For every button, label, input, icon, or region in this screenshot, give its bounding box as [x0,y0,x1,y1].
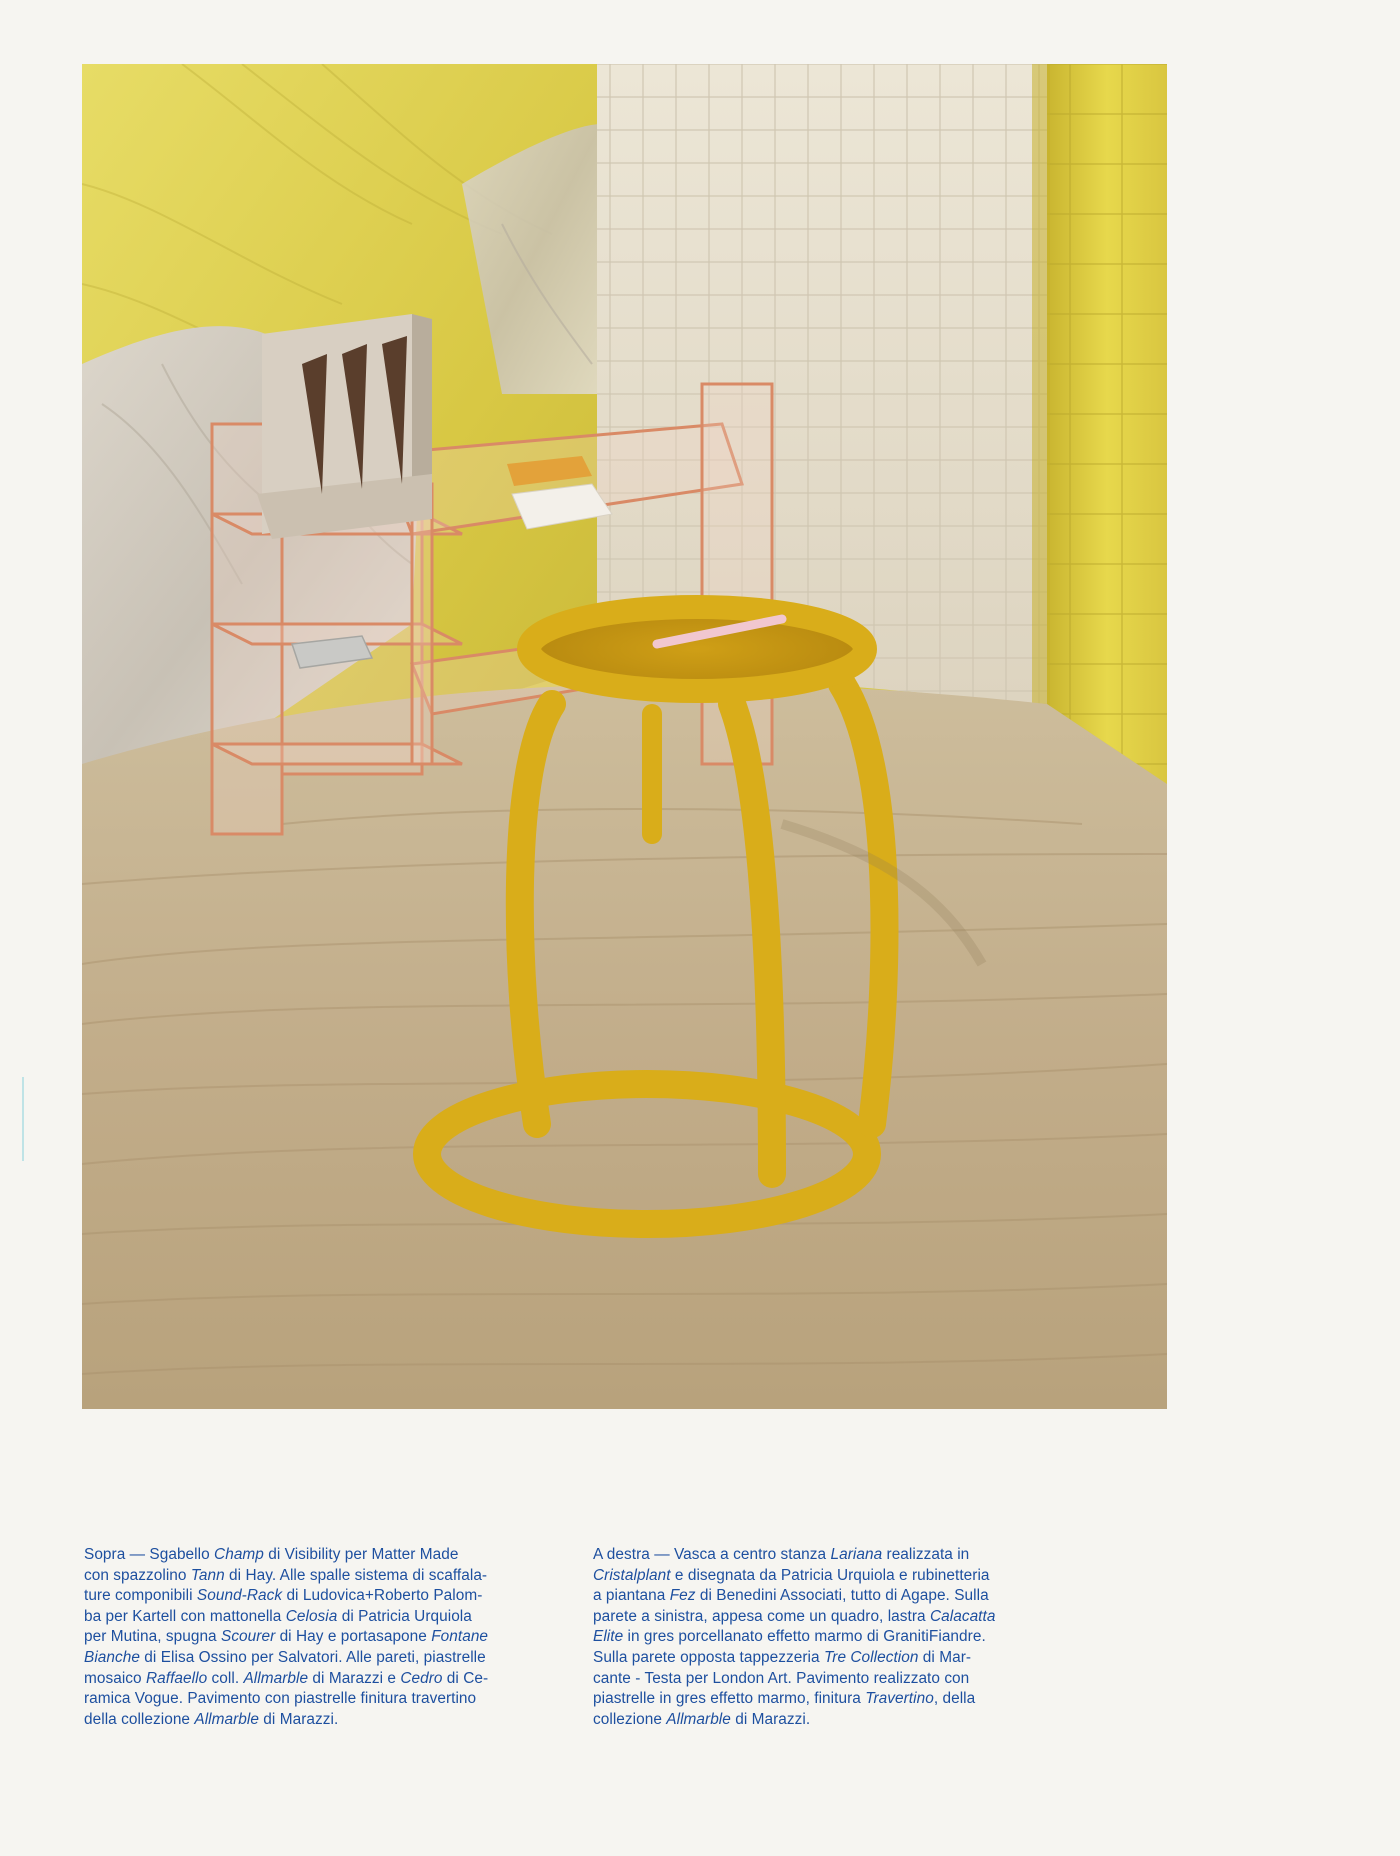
caption-italic-text: Sound-Rack [196,1587,283,1605]
caption-italic-text: Allmarble [243,1669,309,1687]
caption-line [593,1566,1071,1587]
caption-line [84,1545,562,1566]
caption-text: cante - Testa per London Art. Pavimento realizzato con [593,1669,970,1687]
caption-text: piastrelle in gres effetto marmo, finitura [593,1690,866,1708]
caption-text: collezione [593,1710,667,1728]
caption-italic-text: Allmarble [194,1710,259,1728]
caption-italic-text: Tann [190,1566,225,1584]
caption-italic-text: Champ [214,1546,264,1563]
caption-text: di Ludovica+Roberto Palom- [282,1587,483,1605]
caption-line [593,1669,1071,1690]
caption-text: di Marazzi e [308,1669,401,1687]
caption-italic-text: Allmarble [666,1710,731,1728]
caption-right [593,1545,1071,1730]
caption-italic-text: Raffaello [146,1669,208,1687]
caption-italic-text: Calacatta [929,1607,996,1625]
caption-text: in gres porcellanato effetto marmo di GranitiFiandre. [623,1628,986,1646]
caption-line [593,1627,1071,1648]
caption-line [593,1648,1071,1669]
caption-italic-text: Cristalplant [593,1566,671,1584]
caption-left [84,1545,562,1730]
caption-italic-text: Bianche [84,1648,140,1666]
caption-text: per Mutina, spugna [84,1628,221,1646]
bathroom-photo [82,64,1167,1409]
caption-italic-text: Fontane [431,1628,489,1646]
caption-text: di Visibility per Matter Made [263,1546,459,1563]
caption-line [84,1710,562,1731]
caption-text: parete a sinistra, appesa come un quadro, lastra [593,1607,930,1625]
caption-italic-text: Fez [669,1587,696,1605]
caption-italic-text: Travertino [865,1690,934,1708]
caption-text: di Elisa Ossino per Salvatori. Alle pareti, piastrelle [139,1648,486,1666]
caption-line [593,1710,1071,1731]
caption-text: della collezione [84,1710,195,1728]
caption-text: di Hay e portasapone [275,1628,432,1646]
caption-text: a piantana [593,1587,670,1605]
caption-text: di Mar- [918,1648,972,1666]
caption-text: ture componibili [84,1587,197,1605]
caption-text: con spazzolino [84,1566,191,1584]
caption-italic-text: Elite [593,1628,624,1646]
caption-line [84,1586,562,1607]
caption-italic-text: Celosia [285,1607,338,1625]
caption-text: , della [933,1690,976,1708]
caption-line [593,1545,1071,1566]
caption-text: di Marazzi. [258,1710,339,1728]
caption-text: di Ce- [442,1669,489,1687]
caption-line [84,1566,562,1587]
caption-text: di Benedini Associati, tutto di Agape. Sulla [695,1587,989,1605]
caption-italic-text: Cedro [400,1669,443,1687]
caption-text: coll. [207,1669,244,1687]
caption-text: di Marazzi. [730,1710,811,1728]
caption-line [593,1607,1071,1628]
caption-line [593,1586,1071,1607]
caption-italic-text: Lariana [830,1546,883,1563]
caption-text: ramica Vogue. Pavimento con piastrelle finitura travertino [84,1690,477,1708]
page-edge-mark [22,1077,24,1161]
caption-text: di Hay. Alle spalle sistema di scaffala- [224,1566,488,1584]
caption-text: Sopra — Sgabello [84,1546,215,1563]
caption-italic-text: Scourer [221,1628,276,1646]
captions [84,1545,1084,1745]
caption-line [593,1689,1071,1710]
caption-text: ba per Kartell con mattonella [84,1607,286,1625]
caption-text: mosaico [84,1669,146,1687]
caption-text: Sulla parete opposta tappezzeria [593,1648,824,1666]
caption-line [84,1607,562,1628]
caption-line [84,1669,562,1690]
caption-text: realizzata in [882,1546,970,1563]
caption-text: e disegnata da Patricia Urquiola e rubinetteria [670,1566,990,1584]
caption-line [84,1689,562,1710]
caption-line [84,1648,562,1669]
caption-italic-text: Tre Collection [823,1648,919,1666]
caption-text: A destra — Vasca a centro stanza [593,1546,831,1563]
caption-line [84,1627,562,1648]
caption-text: di Patricia Urquiola [337,1607,472,1625]
